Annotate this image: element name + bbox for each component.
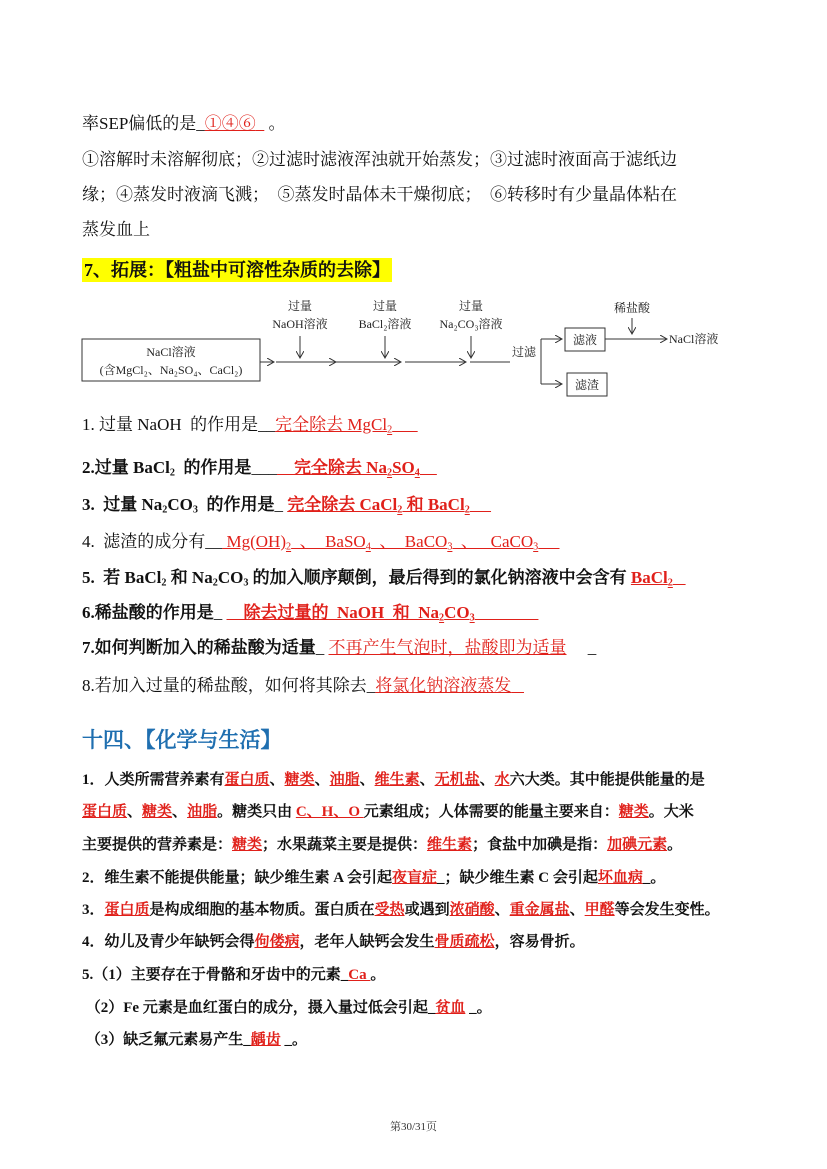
step3-reagent: Na₂CO₃溶液 (439, 317, 503, 331)
text-segment: 、 (569, 902, 585, 918)
answer-text: 2 (667, 577, 673, 589)
answer-text: 4 (365, 541, 371, 553)
answer-text: 2 (464, 504, 470, 516)
answer-text: C、H、O (295, 804, 364, 820)
question-line (82, 456, 437, 486)
answer-text: 2 (439, 612, 445, 624)
text-segment: _；缺少维生素 C 会引起 (437, 870, 598, 886)
text-segment: （3）缺乏氟元素易产生 (82, 1032, 244, 1048)
answer-text: 龋齿 (250, 1032, 281, 1048)
text-segment: 。糖类只由 (217, 804, 296, 820)
answer-text: 重金属盐 (509, 902, 570, 918)
text-segment: （2）Fe 元素是血红蛋白的成分，摄入量过低会引起 (82, 1000, 428, 1016)
flow-diagram (0, 296, 827, 406)
text-segment: SEP (99, 114, 129, 133)
answer-text: 糖类 (284, 772, 315, 788)
text-segment: _ (427, 1000, 436, 1016)
section-7-heading (82, 258, 392, 283)
life-line (82, 800, 694, 824)
text-segment: 的作用是 (174, 458, 252, 477)
answer-text: 佝偻病 (254, 934, 300, 950)
text-segment: 偏低的是 (128, 114, 197, 133)
answer-text: ①④⑥ (204, 114, 256, 133)
text-segment (392, 415, 418, 434)
answer-text: 无机盐 (434, 772, 480, 788)
life-line (82, 996, 492, 1020)
text-segment: 2 (169, 467, 175, 479)
text-segment: _。 (280, 1032, 308, 1048)
life-line (82, 963, 385, 987)
text-segment: 或遇到 (404, 902, 450, 918)
text-segment: ，容易骨折。 (494, 934, 585, 950)
answer-text: 油脂 (329, 772, 360, 788)
page-number: 第30/31页 (389, 1121, 438, 1133)
text-segment: 、 (314, 772, 330, 788)
text-segment (511, 676, 524, 695)
text-segment: _ (213, 603, 227, 622)
answer-text: CO (444, 603, 470, 622)
text-segment: 7.如何判断加入的稀盐酸为适量 (82, 638, 316, 657)
text-segment: 6.稀盐酸的作用是 (82, 603, 214, 622)
text-segment: 5. 若 BaCl (82, 568, 162, 587)
text-segment: CO (217, 568, 244, 587)
text-segment: 1．人类所需营养素有 (82, 772, 225, 788)
text-segment: 2.过量 BaCl (82, 458, 170, 477)
answer-text: 3 (447, 541, 453, 553)
answer-text: 3 (469, 612, 475, 624)
step3-top: 过量 (458, 299, 484, 313)
answer-text: 甲醛 (584, 902, 615, 918)
text-segment: 、 (479, 772, 495, 788)
start-box-line2: (含MgCl₂、Na₂SO₄、CaCl₂) (99, 363, 243, 377)
answer-text: 2 (387, 424, 393, 436)
life-line (82, 866, 665, 890)
text-segment: 六大类。其中能提供能量的是 (509, 772, 705, 788)
answer-text: 油脂 (187, 804, 218, 820)
text-segment: 3. 过量 Na (82, 495, 163, 514)
text-segment: 率 (82, 114, 99, 133)
text-segment: 2 (212, 577, 218, 589)
step2-top: 过量 (372, 299, 398, 313)
text-segment: _ (274, 495, 288, 514)
answer-text: 维生素 (374, 772, 420, 788)
text-segment: ；食盐中加碘是指： (472, 837, 608, 853)
start-box-line1: NaCl溶液 (146, 345, 196, 359)
text-segment: 、 (172, 804, 188, 820)
text-segment: ，老年人缺钙会发生 (299, 934, 435, 950)
life-line (82, 930, 585, 954)
answer-text: SO (392, 458, 415, 477)
text-segment: 。大米 (648, 804, 694, 820)
text-segment: _ (566, 638, 597, 657)
question-line (82, 413, 418, 443)
text-segment: 。 (667, 837, 683, 853)
answer-text: 完全除去 MgCl (275, 415, 388, 434)
residue-label: 滤渣 (574, 378, 600, 392)
text-segment: 8.若加入过量的稀盐酸，如何将其除去 (82, 676, 367, 695)
text-segment: 3． (82, 902, 105, 918)
text-segment: 4．幼儿及青少年缺钙会得 (82, 934, 255, 950)
text-segment: __ (205, 532, 223, 551)
question-line (82, 493, 491, 523)
answer-text: 坏血病 (597, 870, 643, 886)
text-segment: ①溶解时未溶解彻底；②过滤时滤液浑浊就开始蒸发；③过滤时液面高于滤纸边 (82, 150, 677, 169)
product-label: NaCl溶液 (669, 332, 719, 346)
answer-text: 糖类 (232, 837, 263, 853)
answer-text: 蛋白质 (82, 804, 128, 820)
answer-text: Mg(OH) (222, 532, 286, 551)
text-segment: 等会发生变性。 (614, 902, 720, 918)
answer-text: 除去过量的 NaOH 和 Na (226, 603, 439, 622)
answer-text: 3 (533, 541, 539, 553)
text-segment: 和 Na (166, 568, 213, 587)
text-segment: CO (167, 495, 193, 514)
text-segment: _ (366, 676, 376, 695)
answer-text: 维生素 (427, 837, 473, 853)
answer-text: 、 BaSO (291, 532, 366, 551)
text-segment: 的加入顺序颠倒，最后得到的氯化钠溶液中会含有 (248, 568, 631, 587)
answer-text: 蛋白质 (224, 772, 270, 788)
answer-text: 2 (397, 504, 403, 516)
answer-text: 将氯化钠溶液蒸发 (375, 676, 512, 695)
intro-line (82, 183, 677, 207)
text-segment: 元素组成；人体需要的能量主要来自： (363, 804, 619, 820)
answer-text: 蛋白质 (104, 902, 150, 918)
life-line (82, 768, 705, 792)
answer-text: 受热 (374, 902, 405, 918)
text-segment: 1. 过量 NaOH 的作用是 (82, 415, 259, 434)
text-segment (470, 495, 491, 514)
answer-text: 骨质疏松 (434, 934, 495, 950)
answer-text: 糖类 (618, 804, 649, 820)
text-segment: 的作用是 (197, 495, 275, 514)
text-segment: 4. 滤渣的成分有 (82, 532, 206, 551)
text-segment: 3 (192, 504, 198, 516)
text-segment: 2 (161, 577, 167, 589)
text-segment: _ (243, 1032, 251, 1048)
filtrate-label: 滤液 (572, 333, 598, 347)
text-segment: _。 (465, 1000, 492, 1016)
answer-text: 加碘元素 (607, 837, 668, 853)
text-segment: 5.（1）主要存在于骨骼和牙齿中的元素 (82, 967, 341, 983)
text-segment: 。 (264, 114, 286, 133)
section-7-heading-text: 7、拓展：【粗盐中可溶性杂质的去除】 (84, 260, 390, 280)
text-segment: _ (315, 638, 329, 657)
text-segment: _。 (642, 870, 666, 886)
section-14-heading: 十四、【化学与生活】 (82, 728, 282, 752)
step2-reagent: BaCl₂溶液 (358, 317, 412, 331)
question-line (82, 636, 596, 660)
text-segment: 、 (127, 804, 143, 820)
acid-label: 稀盐酸 (613, 301, 651, 315)
question-line (82, 566, 686, 596)
answer-text: 不再产生气泡时，盐酸即为适量 (328, 638, 567, 657)
text-segment (538, 532, 559, 551)
text-segment: 、 (419, 772, 435, 788)
text-segment: 是构成细胞的基本物质。蛋白质在 (149, 902, 375, 918)
text-segment: 3 (243, 577, 249, 589)
intro-line (82, 112, 286, 136)
text-segment: 、 (494, 902, 510, 918)
text-segment: 主要提供的营养素是： (82, 837, 233, 853)
life-line (82, 833, 682, 857)
life-line (82, 898, 720, 922)
text-segment: 2 (162, 504, 168, 516)
answer-text: 完全除去 CaCl (287, 495, 398, 514)
answer-text: 2 (386, 467, 393, 479)
answer-text: 夜盲症 (392, 870, 438, 886)
text-segment (673, 568, 686, 587)
answer-text: 4 (414, 467, 420, 479)
answer-text: Ca (348, 967, 371, 983)
text-segment: 2．维生素不能提供能量；缺少维生素 A 会引起 (82, 870, 393, 886)
text-segment: 、 (359, 772, 375, 788)
answer-text: 浓硝酸 (449, 902, 495, 918)
answer-text: 水 (494, 772, 510, 788)
text-segment (475, 603, 539, 622)
intro-line (82, 148, 677, 172)
answer-text: 完全除去 Na (276, 458, 387, 477)
answer-text: 糖类 (142, 804, 173, 820)
text-segment: _ (196, 114, 205, 133)
text-segment: 蒸发血上 (82, 220, 150, 239)
text-segment: 缘；④蒸发时液滴飞溅； ⑤蒸发时晶体未干燥彻底； ⑥转移时有少量晶体粘在 (82, 185, 677, 204)
question-line (82, 674, 524, 698)
text-segment (420, 458, 437, 477)
answer-text: 、 CaCO (452, 532, 534, 551)
text-segment: ___ (251, 458, 277, 477)
answer-text: BaCl (630, 568, 668, 587)
answer-text: 贫血 (435, 1000, 466, 1016)
answer-text: 2 (286, 541, 292, 553)
step1-top: 过量 (287, 299, 313, 313)
intro-line (82, 218, 150, 242)
text-segment: _ (340, 967, 349, 983)
text-segment: 、 (269, 772, 285, 788)
question-line (82, 530, 560, 560)
question-line (82, 601, 538, 631)
life-line (82, 1028, 307, 1052)
answer-text: 和 BaCl (402, 495, 465, 514)
answer-text: 、 BaCO (370, 532, 448, 551)
step1-reagent: NaOH溶液 (272, 317, 328, 331)
text-segment: 。 (370, 967, 386, 983)
filter-label: 过滤 (512, 345, 537, 359)
text-segment: __ (258, 415, 276, 434)
text-segment: ；水果蔬菜主要是提供： (262, 837, 428, 853)
